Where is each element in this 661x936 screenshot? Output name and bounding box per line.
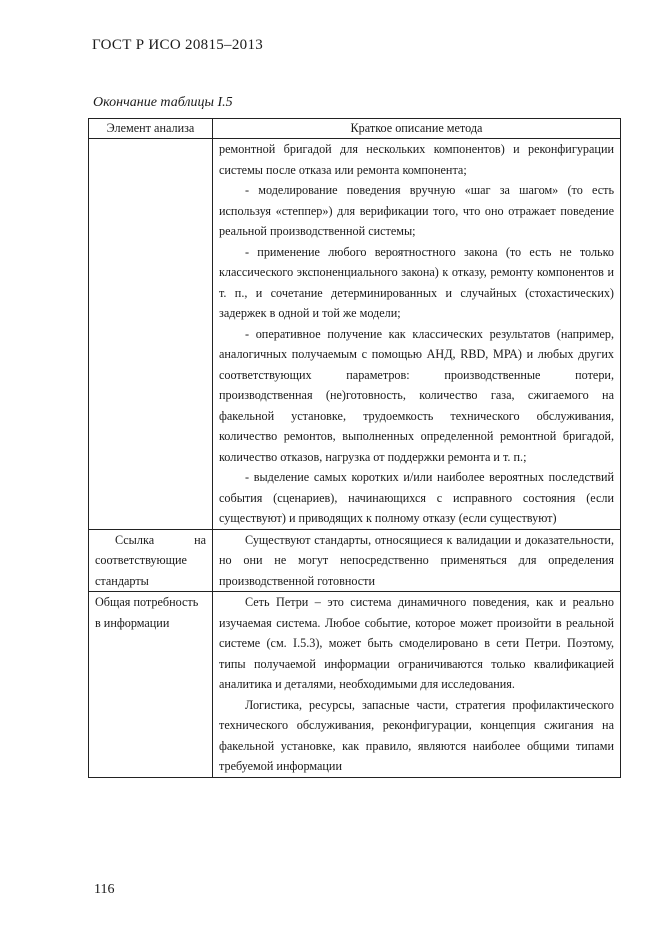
description-cell [213,529,621,592]
element-text: соответствующие стандарты [95,553,187,588]
description-cell [213,139,621,530]
column-header-description: Краткое описание метода [213,119,621,139]
table-row [89,139,621,530]
description-paragraph: Логистика, ресурсы, запасные части, стратегия профилактического технического обслуживания, реконфигурации, концепция сжигания на факельной установке, как правило, являются наиболее общими типами требуемой информации [219,697,614,773]
description-cell [213,592,621,778]
description-bullet: - применение любого вероятностного закона (то есть не только классического экспоненциального закона) к отказу, ремонту компонентов и т. п., и сочетание детерминированных и случайных (стохастических) задержек в одной и той же модели; [219,244,614,320]
element-cell: Общая потребность в информации [89,592,213,778]
table-header-row [89,119,621,139]
table-row [89,592,621,778]
description-paragraph: Сеть Петри – это система динамичного поведения, как и реально изучаемая система. Любое событие, которое может произойти в реальной системе (см. I.5.3), может быть смоделировано в сети Петри. Поэтому, типы получаемой информации ограничиваются только квалификацией аналитика и деталями, необходимыми для исследования. [219,595,614,691]
element-cell [89,139,213,530]
description-paragraph: Существуют стандарты, относящиеся к валидации и доказательности, но они не могут непосредственно применяться для определения производственной готовности [219,532,614,588]
description-bullet: - моделирование поведения вручную «шаг за шагом» (то есть используя «степпер») для верификации того, что оно отражает поведение реальной производственной системы; [219,183,614,238]
table-caption: Окончание таблицы I.5 [93,95,233,110]
description-paragraph: ремонтной бригадой для нескольких компонентов) и реконфигурации системы после отказа или ремонта компонента; [219,142,614,177]
element-cell [89,529,213,592]
description-bullet: - выделение самых коротких и/или наиболее вероятных последствий события (сценариев), начинающихся с исправного состояния (если существуют) и приводящих к полному отказу (если существуют) [219,470,614,525]
document-header: ГОСТ Р ИСО 20815–2013 [92,37,264,53]
method-description-table [88,118,621,778]
element-text: на [194,532,206,547]
column-header-element: Элемент анализа [89,119,213,139]
page-number: 116 [94,882,115,897]
description-bullet: - оперативное получение как классических результатов (например, аналогичных получаемым с помощью АНД, RBD, МРА) и любых других соответствующих параметров: производственные потери, производственная (не)готовность, количество газа, сжигаемого на факельной установке, трудоемкость технического обслуживания, количество ремонтов, выполненных определенной ремонтной бригадой, количество отказов, нагрузка от поддержки ремонта и т. п.; [219,326,614,464]
element-text: Ссылка [115,532,155,547]
table-row [89,529,621,592]
